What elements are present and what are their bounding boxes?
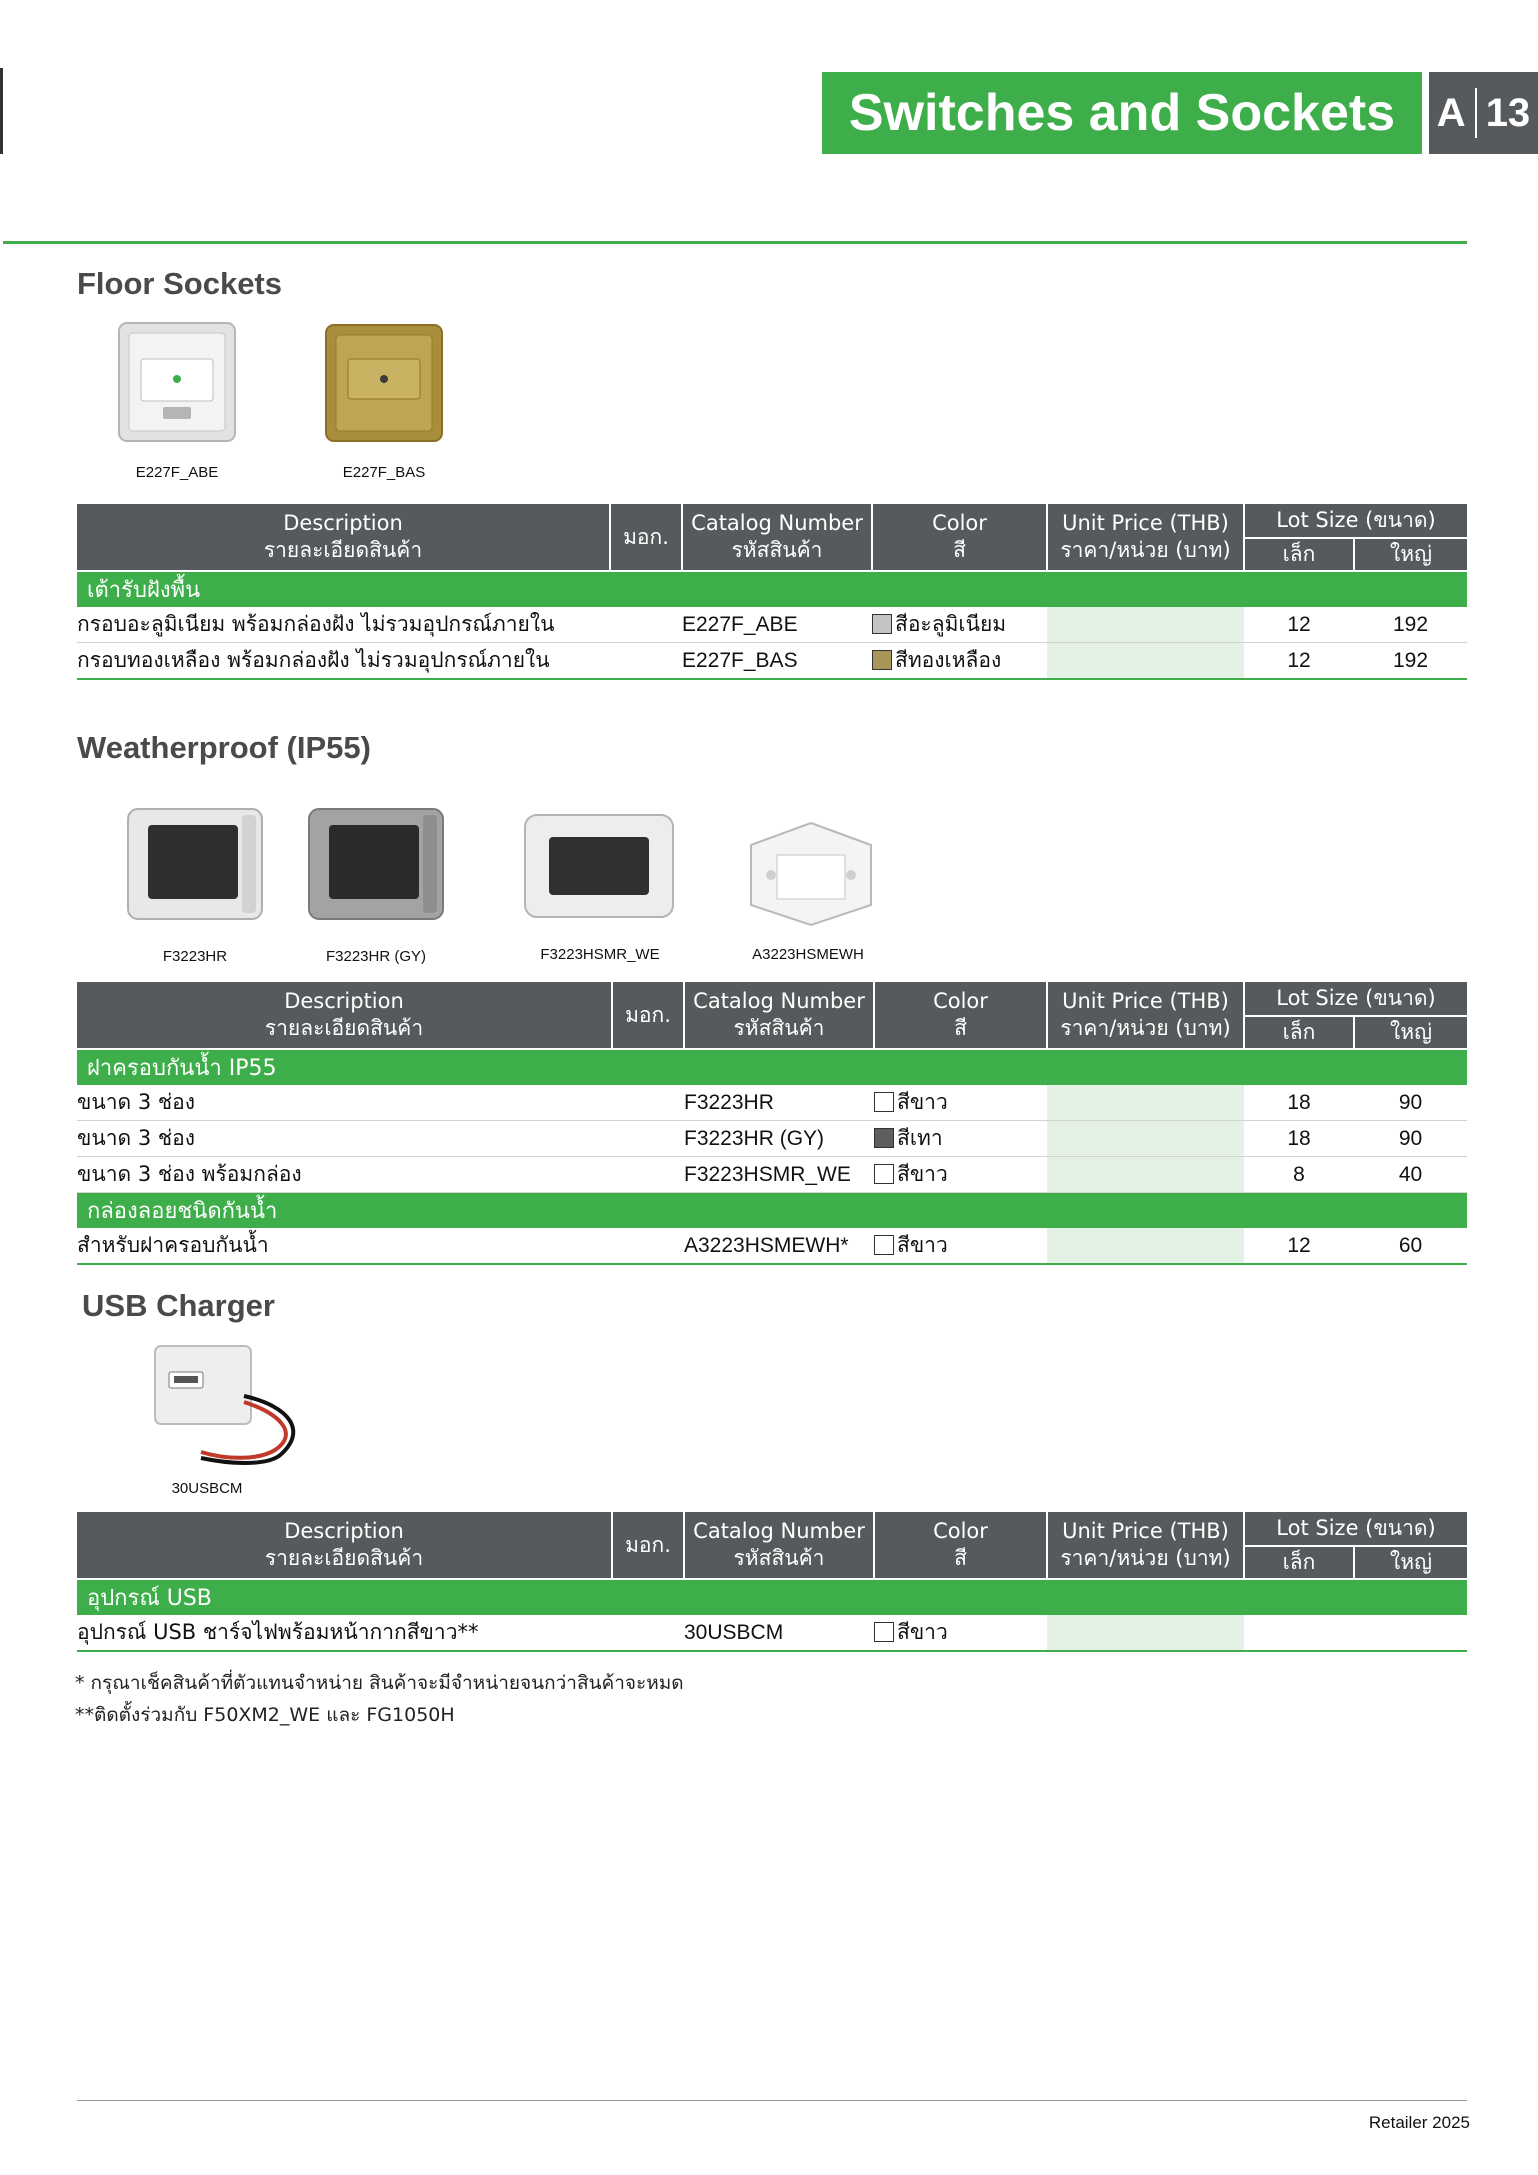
column-header-lot-small: เล็ก	[1244, 538, 1354, 571]
color-swatch	[874, 1128, 894, 1148]
column-header-lot-small: เล็ก	[1244, 1546, 1354, 1579]
image-caption: F3223HSMR_WE	[540, 946, 660, 963]
column-header-tis: มอก.	[610, 503, 682, 571]
page-number: 13	[1485, 90, 1531, 135]
table-row: อุปกรณ์ USB ชาร์จไฟพร้อมหน้ากากสีขาว** 30USBCM สีขาว	[77, 1615, 1467, 1651]
image-caption: E227F_BAS	[342, 464, 426, 481]
group-row: ฝาครอบกันน้ำ IP55	[77, 1049, 1467, 1085]
column-header-lot-large: ใหญ่	[1354, 538, 1467, 571]
column-header-description: Description รายละเอียดสินค้า	[77, 981, 612, 1049]
usb-charger-module-icon	[146, 1333, 326, 1483]
color-swatch	[874, 1235, 894, 1255]
header-rule	[3, 241, 1467, 244]
column-header-description: Description รายละเอียดสินค้า	[77, 503, 610, 571]
weatherproof-cover-grey-icon	[296, 790, 456, 935]
image-caption: 30USBCM	[171, 1480, 243, 1497]
color-swatch	[874, 1622, 894, 1642]
column-header-price: Unit Price (THB) ราคา/หน่วย (บาท)	[1047, 981, 1244, 1049]
column-header-lot-size: Lot Size (ขนาด)	[1244, 503, 1467, 538]
column-header-price: Unit Price (THB) ราคา/หน่วย (บาท)	[1047, 1511, 1244, 1579]
image-caption: F3223HR	[162, 948, 228, 965]
table-row: กรอบทองเหลือง พร้อมกล่องฝัง ไม่รวมอุปกรณ์ภายใน E227F_BAS สีทองเหลือง 12 192	[77, 643, 1467, 680]
column-header-lot-size: Lot Size (ขนาด)	[1244, 981, 1467, 1016]
page-tab	[1429, 72, 1538, 154]
tab-divider	[1475, 88, 1477, 138]
column-header-tis: มอก.	[612, 1511, 684, 1579]
weatherproof-cover-with-box-icon	[516, 800, 682, 930]
table-row: กรอบอะลูมิเนียม พร้อมกล่องฝัง ไม่รวมอุปกรณ์ภายใน E227F_ABE สีอะลูมิเนียม 12 192	[77, 607, 1467, 643]
image-caption: F3223HR (GY)	[325, 948, 427, 965]
color-swatch	[874, 1164, 894, 1184]
weatherproof-cover-white-icon	[115, 790, 275, 935]
table-row: ขนาด 3 ช่อง F3223HR สีขาว 18 90	[77, 1085, 1467, 1121]
page-title: Switches and Sockets	[822, 72, 1422, 154]
column-header-price: Unit Price (THB) ราคา/หน่วย (บาท)	[1047, 503, 1244, 571]
column-header-color: Color สี	[874, 981, 1047, 1049]
weatherproof-table	[77, 980, 1467, 1265]
footnote: * กรุณาเช็คสินค้าที่ตัวแทนจำหน่าย สินค้าจะมีจำหน่ายจนกว่าสินค้าจะหมด	[75, 1672, 684, 1694]
image-caption: E227F_ABE	[135, 464, 219, 481]
section-title-weatherproof: Weatherproof (IP55)	[77, 730, 371, 765]
footer-rule	[77, 2100, 1467, 2101]
color-swatch	[872, 650, 892, 670]
section-title-usb-charger: USB Charger	[82, 1288, 275, 1323]
column-header-color: Color สี	[874, 1511, 1047, 1579]
column-header-lot-large: ใหญ่	[1354, 1016, 1467, 1049]
column-header-lot-small: เล็ก	[1244, 1016, 1354, 1049]
column-header-lot-size: Lot Size (ขนาด)	[1244, 1511, 1467, 1546]
color-swatch	[874, 1092, 894, 1112]
section-letter: A	[1436, 90, 1466, 135]
edge-marker	[0, 68, 3, 154]
footer-label: Retailer 2025	[1368, 2113, 1470, 2132]
column-header-lot-large: ใหญ่	[1354, 1546, 1467, 1579]
group-row: เต้ารับฝังพื้น	[77, 571, 1467, 607]
color-swatch	[872, 614, 892, 634]
section-title-floor-sockets: Floor Sockets	[77, 266, 282, 301]
image-caption: A3223HSMEWH	[752, 946, 864, 963]
table-row: ขนาด 3 ช่อง พร้อมกล่อง F3223HSMR_WE สีขาว 8 40	[77, 1157, 1467, 1193]
column-header-catalog: Catalog Number รหัสสินค้า	[684, 981, 874, 1049]
table-row: สำหรับฝาครอบกันน้ำ A3223HSMEWH* สีขาว 12 60	[77, 1228, 1467, 1264]
group-row: กล่องลอยชนิดกันน้ำ	[77, 1193, 1467, 1229]
column-header-catalog: Catalog Number รหัสสินค้า	[684, 1511, 874, 1579]
surface-box-icon	[736, 810, 886, 935]
floor-sockets-table	[77, 502, 1467, 680]
floor-socket-brass-icon	[319, 314, 449, 454]
group-row: อุปกรณ์ USB	[77, 1579, 1467, 1615]
footnote: **ติดตั้งร่วมกับ F50XM2_WE และ FG1050H	[75, 1704, 455, 1726]
table-row: ขนาด 3 ช่อง F3223HR (GY) สีเทา 18 90	[77, 1121, 1467, 1157]
column-header-description: Description รายละเอียดสินค้า	[77, 1511, 612, 1579]
usb-charger-table	[77, 1510, 1467, 1652]
column-header-tis: มอก.	[612, 981, 684, 1049]
floor-socket-aluminium-icon	[112, 314, 242, 454]
column-header-catalog: Catalog Number รหัสสินค้า	[682, 503, 872, 571]
column-header-color: Color สี	[872, 503, 1047, 571]
